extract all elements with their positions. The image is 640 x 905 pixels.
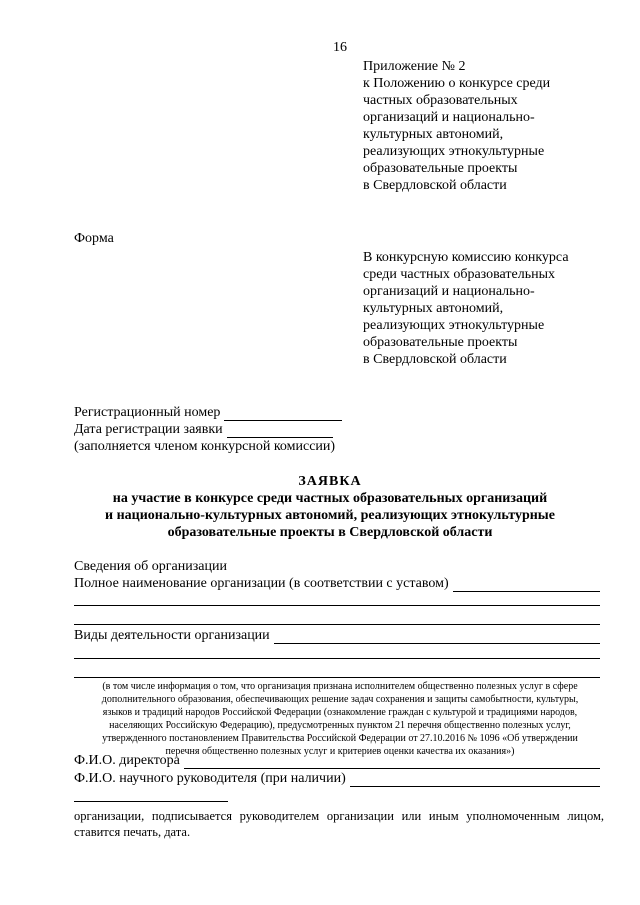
supervisor-label: Ф.И.О. научного руководителя (при наличии) — [74, 771, 346, 786]
full-name-field[interactable] — [453, 578, 600, 592]
addressee-line: образовательные проекты — [363, 335, 518, 350]
note-line: дополнительного образования, обеспечивающих решение задач сохранения и защиты самобытности, культуры, — [101, 694, 579, 705]
registration-number-row — [74, 404, 342, 421]
activities-continuation-line[interactable] — [74, 677, 600, 678]
title-main: ЗАЯВКА — [298, 474, 362, 489]
full-name-label: Полное наименование организации (в соответствии с уставом) — [74, 576, 449, 591]
addressee-line: среди частных образовательных — [363, 267, 556, 282]
addressee-line: организаций и национально- — [363, 284, 535, 299]
note-line: населяющих Российскую Федерацию), предусмотренных пунктом 21 перечня общественно полезных услуг, — [109, 720, 571, 731]
appendix-header — [363, 58, 623, 194]
registration-date-field[interactable] — [227, 424, 333, 438]
note-line: перечня общественно полезных услуг и критериев оценки качества их оказания») — [165, 746, 515, 757]
full-name-continuation-line[interactable] — [74, 624, 600, 625]
activities-continuation-line[interactable] — [74, 658, 600, 659]
appendix-line: к Положению о конкурсе среди — [363, 76, 551, 91]
page-number: 16 — [333, 40, 347, 55]
addressee-line: реализующих этнокультурные — [363, 318, 545, 333]
registration-number-label: Регистрационный номер — [74, 405, 221, 420]
org-info-label: Сведения об организации — [74, 559, 227, 574]
activities-label: Виды деятельности организации — [74, 628, 270, 643]
appendix-line: Приложение № 2 — [363, 59, 466, 74]
application-title — [60, 473, 600, 541]
activities-field[interactable] — [274, 630, 600, 644]
registration-number-field[interactable] — [224, 407, 342, 421]
supervisor-row — [74, 771, 600, 787]
footnote-text: организации, подписывается руководителем организации или иным уполномоченным лицом, ставится печать, дата. — [74, 809, 604, 839]
director-row — [74, 753, 600, 769]
appendix-line: образовательные проекты — [363, 161, 518, 176]
appendix-line: реализующих этнокультурные — [363, 144, 545, 159]
title-line: на участие в конкурсе среди частных образовательных организаций — [112, 491, 548, 506]
addressee-line: В конкурсную комиссию конкурса — [363, 250, 569, 265]
note-line: языков и традиций народов Российской Федерации (ознакомление граждан с культурой и традициями народов, — [102, 707, 578, 718]
form-label: Форма — [74, 231, 114, 246]
appendix-line: культурных автономий, — [363, 127, 504, 142]
title-line: и национально-культурных автономий, реализующих этнокультурные — [105, 508, 555, 523]
supervisor-field[interactable] — [350, 773, 600, 787]
appendix-line: организаций и национально- — [363, 110, 535, 125]
registration-note: (заполняется членом конкурсной комиссии) — [74, 439, 336, 454]
appendix-line: частных образовательных — [363, 93, 518, 108]
org-info-heading — [74, 559, 600, 575]
addressee-line: культурных автономий, — [363, 301, 504, 316]
activities-note — [70, 680, 610, 758]
activities-row — [74, 628, 600, 644]
registration-block — [74, 404, 342, 455]
title-line: образовательные проекты в Свердловской области — [167, 525, 493, 540]
footnote-separator — [74, 801, 228, 802]
director-field[interactable] — [184, 755, 600, 769]
addressee-line: в Свердловской области — [363, 352, 507, 367]
appendix-line: в Свердловской области — [363, 178, 507, 193]
director-label: Ф.И.О. директора — [74, 753, 180, 768]
note-line: (в том числе информация о том, что организация признана исполнителем общественно полезных услуг в сфере — [102, 681, 578, 692]
registration-date-row — [74, 421, 342, 438]
full-name-continuation-line[interactable] — [74, 605, 600, 606]
note-line: утвержденного постановлением Правительства Российской Федерации от 27.10.2016 № 1096 «Об утверждении — [102, 733, 578, 744]
addressee-block — [363, 249, 623, 368]
registration-date-label: Дата регистрации заявки — [74, 422, 223, 437]
full-name-row — [74, 576, 600, 592]
